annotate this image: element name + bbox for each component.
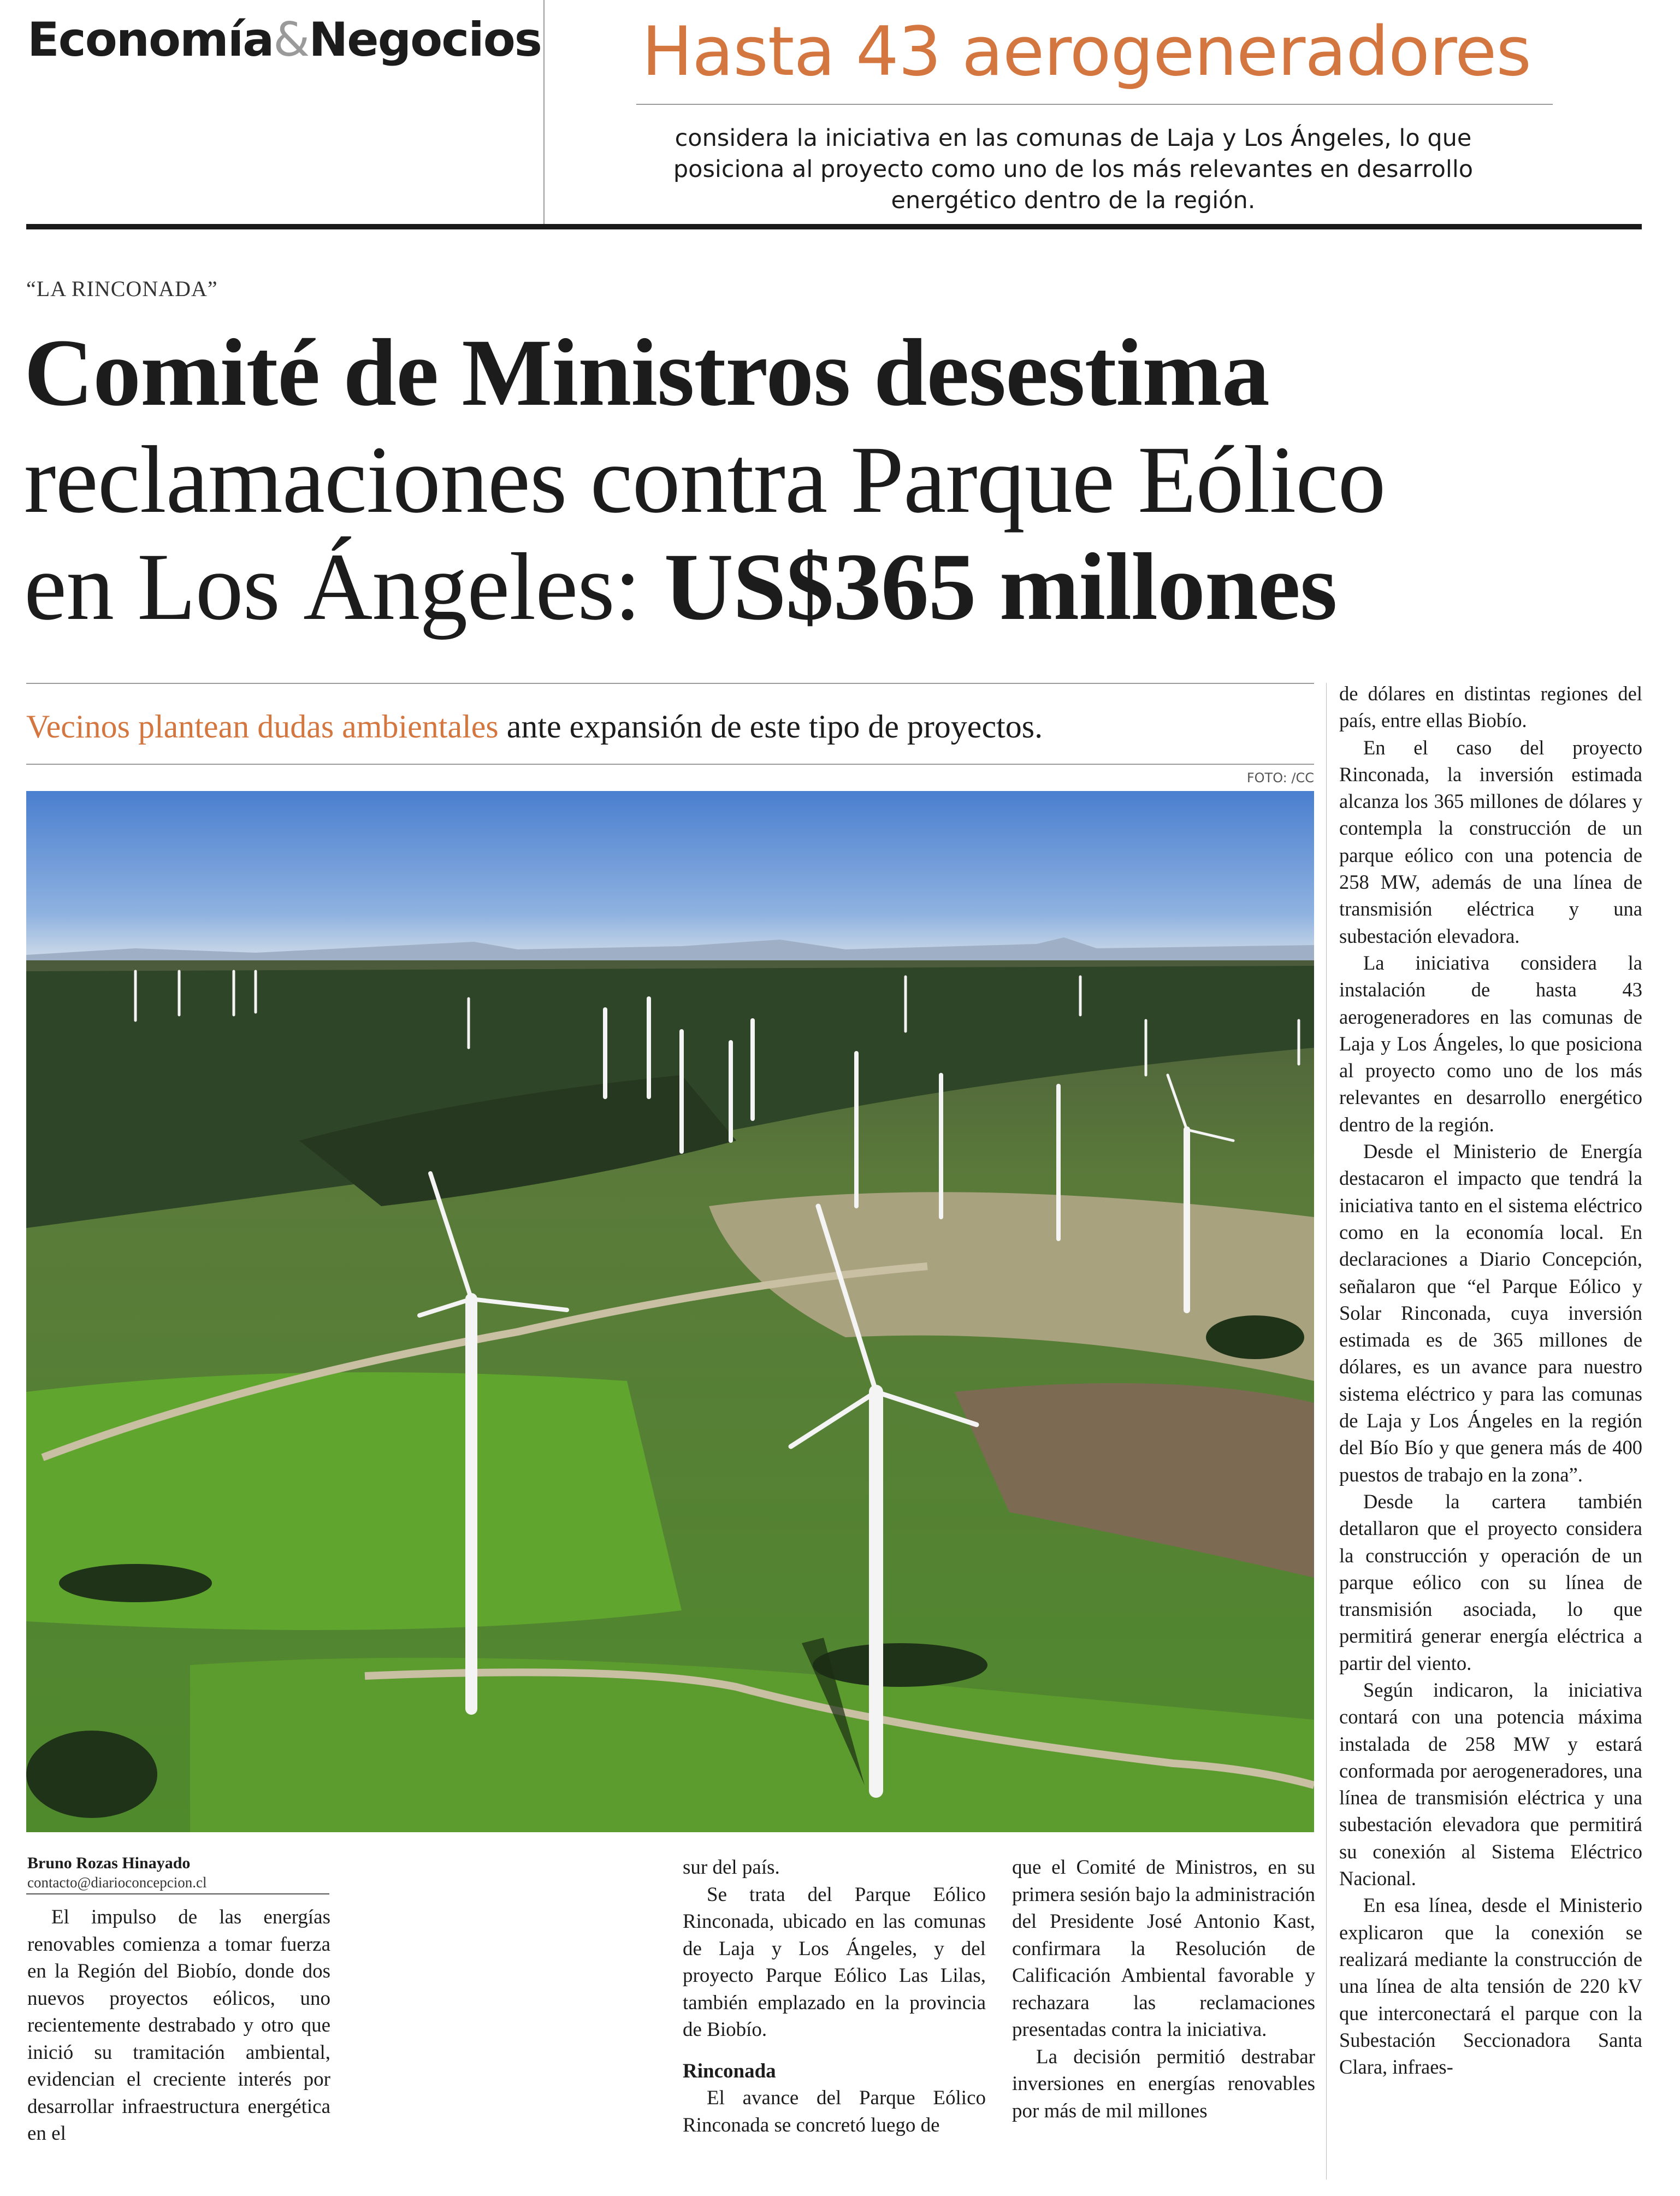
body-column-4	[1339, 680, 1642, 2080]
body-paragraph: que el Comité de Ministros, en su primera sesión bajo la administración del Presidente José Antonio Kast, confirmara la Resolución de Calificación Ambiental favorable y rechazara las reclamaciones presentadas contra la iniciativa.	[1012, 1856, 1315, 2041]
body-column-3	[1012, 1854, 1315, 2124]
kicker: “LA RINCONADA”	[26, 276, 218, 301]
body-paragraph: El avance del Parque Eólico Rinconada se concretó luego de	[683, 2087, 986, 2136]
subhead-rest: ante expansión de este tipo de proyectos.	[498, 709, 1043, 745]
body-paragraph: En esa línea, desde el Ministerio explicaron que la conexión se realizará mediante la construcción de una línea de alta tensión de 220 kV que interconectará el parque con la Subestación Seccionadora Santa Clara, infraes-	[1339, 1894, 1642, 2079]
body-column-1	[27, 1904, 330, 2147]
body-paragraph: Desde la cartera también detallaron que el proyecto considera la construcción y operación de un parque eólico con su línea de transmisión asociada, lo que permitirá generar energía eléctrica a partir del viento.	[1339, 1490, 1642, 1674]
body-column-2	[683, 1854, 986, 2139]
body-subheading: Rinconada	[683, 2059, 776, 2082]
subhead-highlight: Vecinos plantean dudas ambientales	[26, 709, 499, 745]
header-vertical-divider	[543, 0, 545, 224]
body-paragraph: La iniciativa considera la instalación de hasta 43 aerogeneradores en las comunas de Laja y Los Ángeles, lo que posiciona al proyecto como uno de los más relevantes en desarrollo energético dentro de la región.	[1339, 951, 1642, 1136]
headline-line-3-regular: en Los Ángeles:	[24, 534, 664, 640]
author-rule	[26, 1893, 329, 1894]
teaser-text: considera la iniciativa en las comunas de Laja y Los Ángeles, lo que posiciona al proyecto como uno de los más relevantes en desarrollo energético dentro de la región.	[673, 125, 1474, 214]
body-paragraph: sur del país.	[683, 1856, 780, 1879]
body-paragraph: El impulso de las energías renovables comienza a tomar fuerza en la Región del Biobío, donde dos nuevos proyectos eólicos, uno recientemente destrabado y otro que inició su tramitación ambiental, evidencian el creciente interés por desarrollar infraestructura energética en el	[27, 1906, 330, 2145]
teaser-underline	[636, 104, 1553, 105]
subhead-bottom-rule	[26, 764, 1314, 765]
teaser-title: Hasta 43 aerogeneradores	[642, 13, 1531, 91]
section-title-part1: Economía	[27, 13, 274, 67]
section-title-part2: Negocios	[309, 13, 541, 67]
headline-line-1: Comité de Ministros desestima	[24, 320, 1269, 426]
headline	[24, 320, 1641, 641]
body-paragraph: En el caso del proyecto Rinconada, la inversión estimada alcanza los 365 millones de dólares y contempla la construcción de un parque eólico con una potencia de 258 MW, además de una línea de transmisión eléctrica y una subestación elevadora.	[1339, 736, 1642, 947]
section-title	[27, 10, 541, 70]
right-column-divider	[1326, 683, 1327, 2180]
subhead	[26, 705, 1314, 748]
body-paragraph: Desde el Ministerio de Energía destacaron el impacto que tendrá la iniciativa tanto en el sistema eléctrico como en la economía local. En declaraciones a Diario Concepción, señalaron que “el Parque Eólico y Solar Rinconada, cuya inversión estimada es de 365 millones de dólares, es un avance para nuestro sistema eléctrico y para las comunas de Laja y Los Ángeles en la región del Bío Bío y que genera más de 400 puestos de trabajo en la zona”.	[1339, 1140, 1642, 1486]
body-paragraph: La decisión permitió destrabar inversiones en energías renovables por más de mil millones	[1012, 2045, 1315, 2122]
header-bottom-rule	[26, 224, 1642, 229]
section-title-amp: &	[273, 13, 309, 67]
sky	[26, 791, 1314, 955]
author-name: Bruno Rozas Hinayado	[27, 1854, 191, 1872]
author-email: contacto@diarioconcepcion.cl	[27, 1874, 207, 1891]
photo-credit: FOTO: /CC	[1246, 770, 1314, 786]
wind-farm-image	[26, 791, 1314, 1832]
article-photo	[26, 791, 1314, 1832]
subhead-top-rule	[26, 683, 1314, 684]
headline-line-2: reclamaciones contra Parque Eólico	[24, 427, 1386, 533]
headline-line-3	[24, 534, 1641, 641]
body-paragraph: de dólares en distintas regiones del país, entre ellas Biobío.	[1339, 682, 1642, 732]
body-paragraph: Se trata del Parque Eólico Rinconada, ubicado en las comunas de Laja y Los Ángeles, y del proyecto Parque Eólico Las Lilas, también emplazado en la provincia de Biobío.	[683, 1883, 986, 2041]
body-paragraph: Según indicaron, la iniciativa contará con una potencia máxima instalada de 258 MW y estará conformada por aerogeneradores, una línea de transmisión eléctrica y una subestación elevadora que permitirá su conexión al Sistema Eléctrico Nacional.	[1339, 1678, 1642, 1890]
headline-line-3-bold: US$365 millones	[664, 534, 1337, 640]
